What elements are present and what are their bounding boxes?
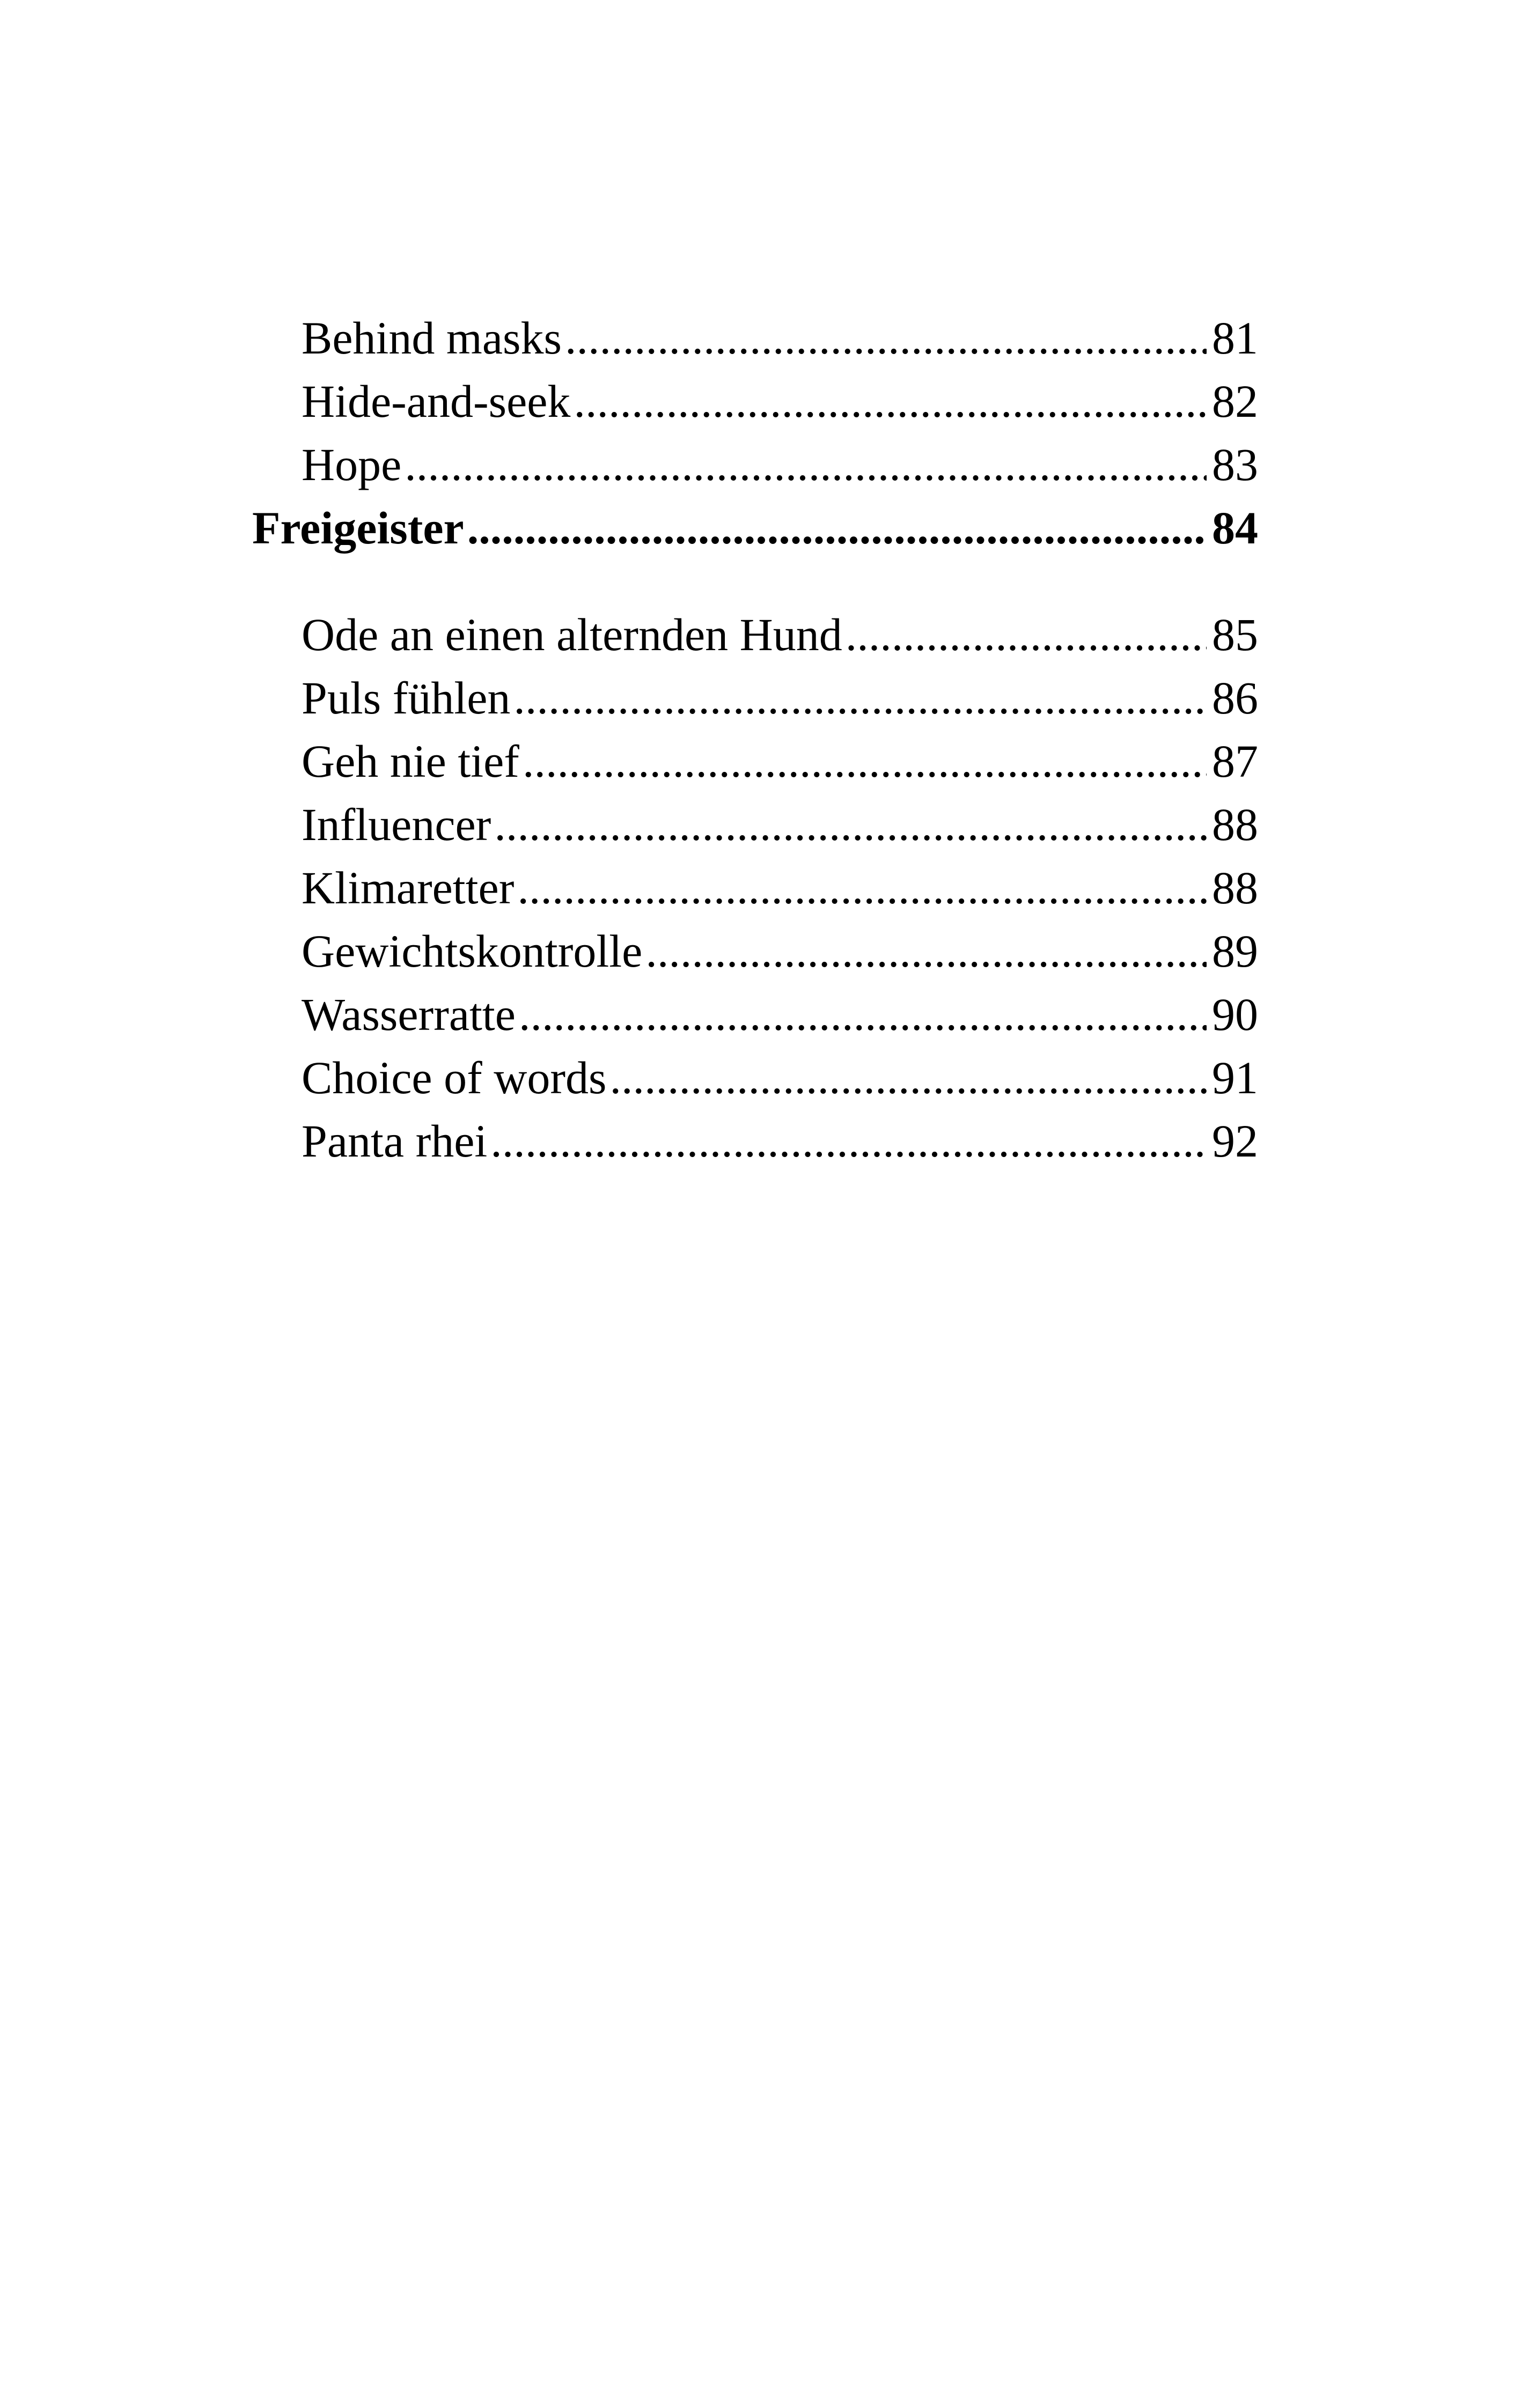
toc-dot-leader [519, 988, 1207, 1041]
toc-dot-leader [517, 861, 1207, 915]
toc-entry-page: 82 [1212, 375, 1258, 427]
toc-dot-leader [490, 1114, 1207, 1168]
toc-entry [302, 861, 1258, 915]
toc-dot-leader [405, 438, 1207, 491]
toc-chapter-entry [252, 501, 1258, 555]
toc-entry-page: 88 [1212, 862, 1258, 914]
toc-entry-title: Choice of words [302, 1052, 607, 1103]
toc-entry [302, 438, 1258, 491]
toc-entry-page: 90 [1212, 989, 1258, 1040]
toc-dot-leader [846, 608, 1207, 661]
toc-entry-page: 89 [1212, 925, 1258, 977]
toc-entry-title: Behind masks [302, 312, 562, 364]
toc-entry [302, 988, 1258, 1041]
toc-entry [302, 1051, 1258, 1104]
toc-entry [302, 798, 1258, 851]
toc-entry [302, 924, 1258, 978]
toc-dot-leader [574, 374, 1207, 428]
toc-entry-page: 83 [1212, 439, 1258, 490]
toc-entry-page: 91 [1212, 1052, 1258, 1103]
toc-entry [302, 608, 1258, 661]
toc-entry-title: Freigeister [252, 502, 464, 554]
toc-entry-title: Ode an einen alternden Hund [302, 609, 842, 660]
toc-entry-page: 84 [1212, 502, 1258, 554]
toc-entry [302, 671, 1258, 725]
toc-entry-page: 88 [1212, 799, 1258, 850]
toc-dot-leader [513, 671, 1207, 725]
toc-entry-page: 87 [1212, 735, 1258, 787]
toc-entry-title: Hope [302, 439, 402, 490]
toc-dot-leader [523, 734, 1207, 788]
toc-entry-page: 92 [1212, 1115, 1258, 1167]
toc-entry-title: Wasserratte [302, 989, 516, 1040]
toc-entry-title: Puls fühlen [302, 672, 511, 724]
toc-entry-title: Gewichtskontrolle [302, 925, 643, 977]
toc-entry [302, 1114, 1258, 1168]
toc-entry-page: 81 [1212, 312, 1258, 364]
toc-entry [302, 311, 1258, 365]
toc-dot-leader [609, 1051, 1207, 1104]
toc-entry-page: 85 [1212, 609, 1258, 660]
toc-entry-title: Hide-and-seek [302, 375, 571, 427]
toc-dot-leader [467, 501, 1207, 555]
toc-dot-leader [645, 924, 1207, 978]
toc-entry-title: Klimaretter [302, 862, 515, 914]
toc-dot-leader [494, 798, 1207, 851]
toc-entry [302, 734, 1258, 788]
toc-entry-title: Panta rhei [302, 1115, 488, 1167]
toc-dot-leader [565, 311, 1207, 365]
toc-entry [302, 374, 1258, 428]
toc-entry-page: 86 [1212, 672, 1258, 724]
toc-entry-title: Geh nie tief [302, 735, 519, 787]
toc-entry-title: Influencer [302, 799, 491, 850]
